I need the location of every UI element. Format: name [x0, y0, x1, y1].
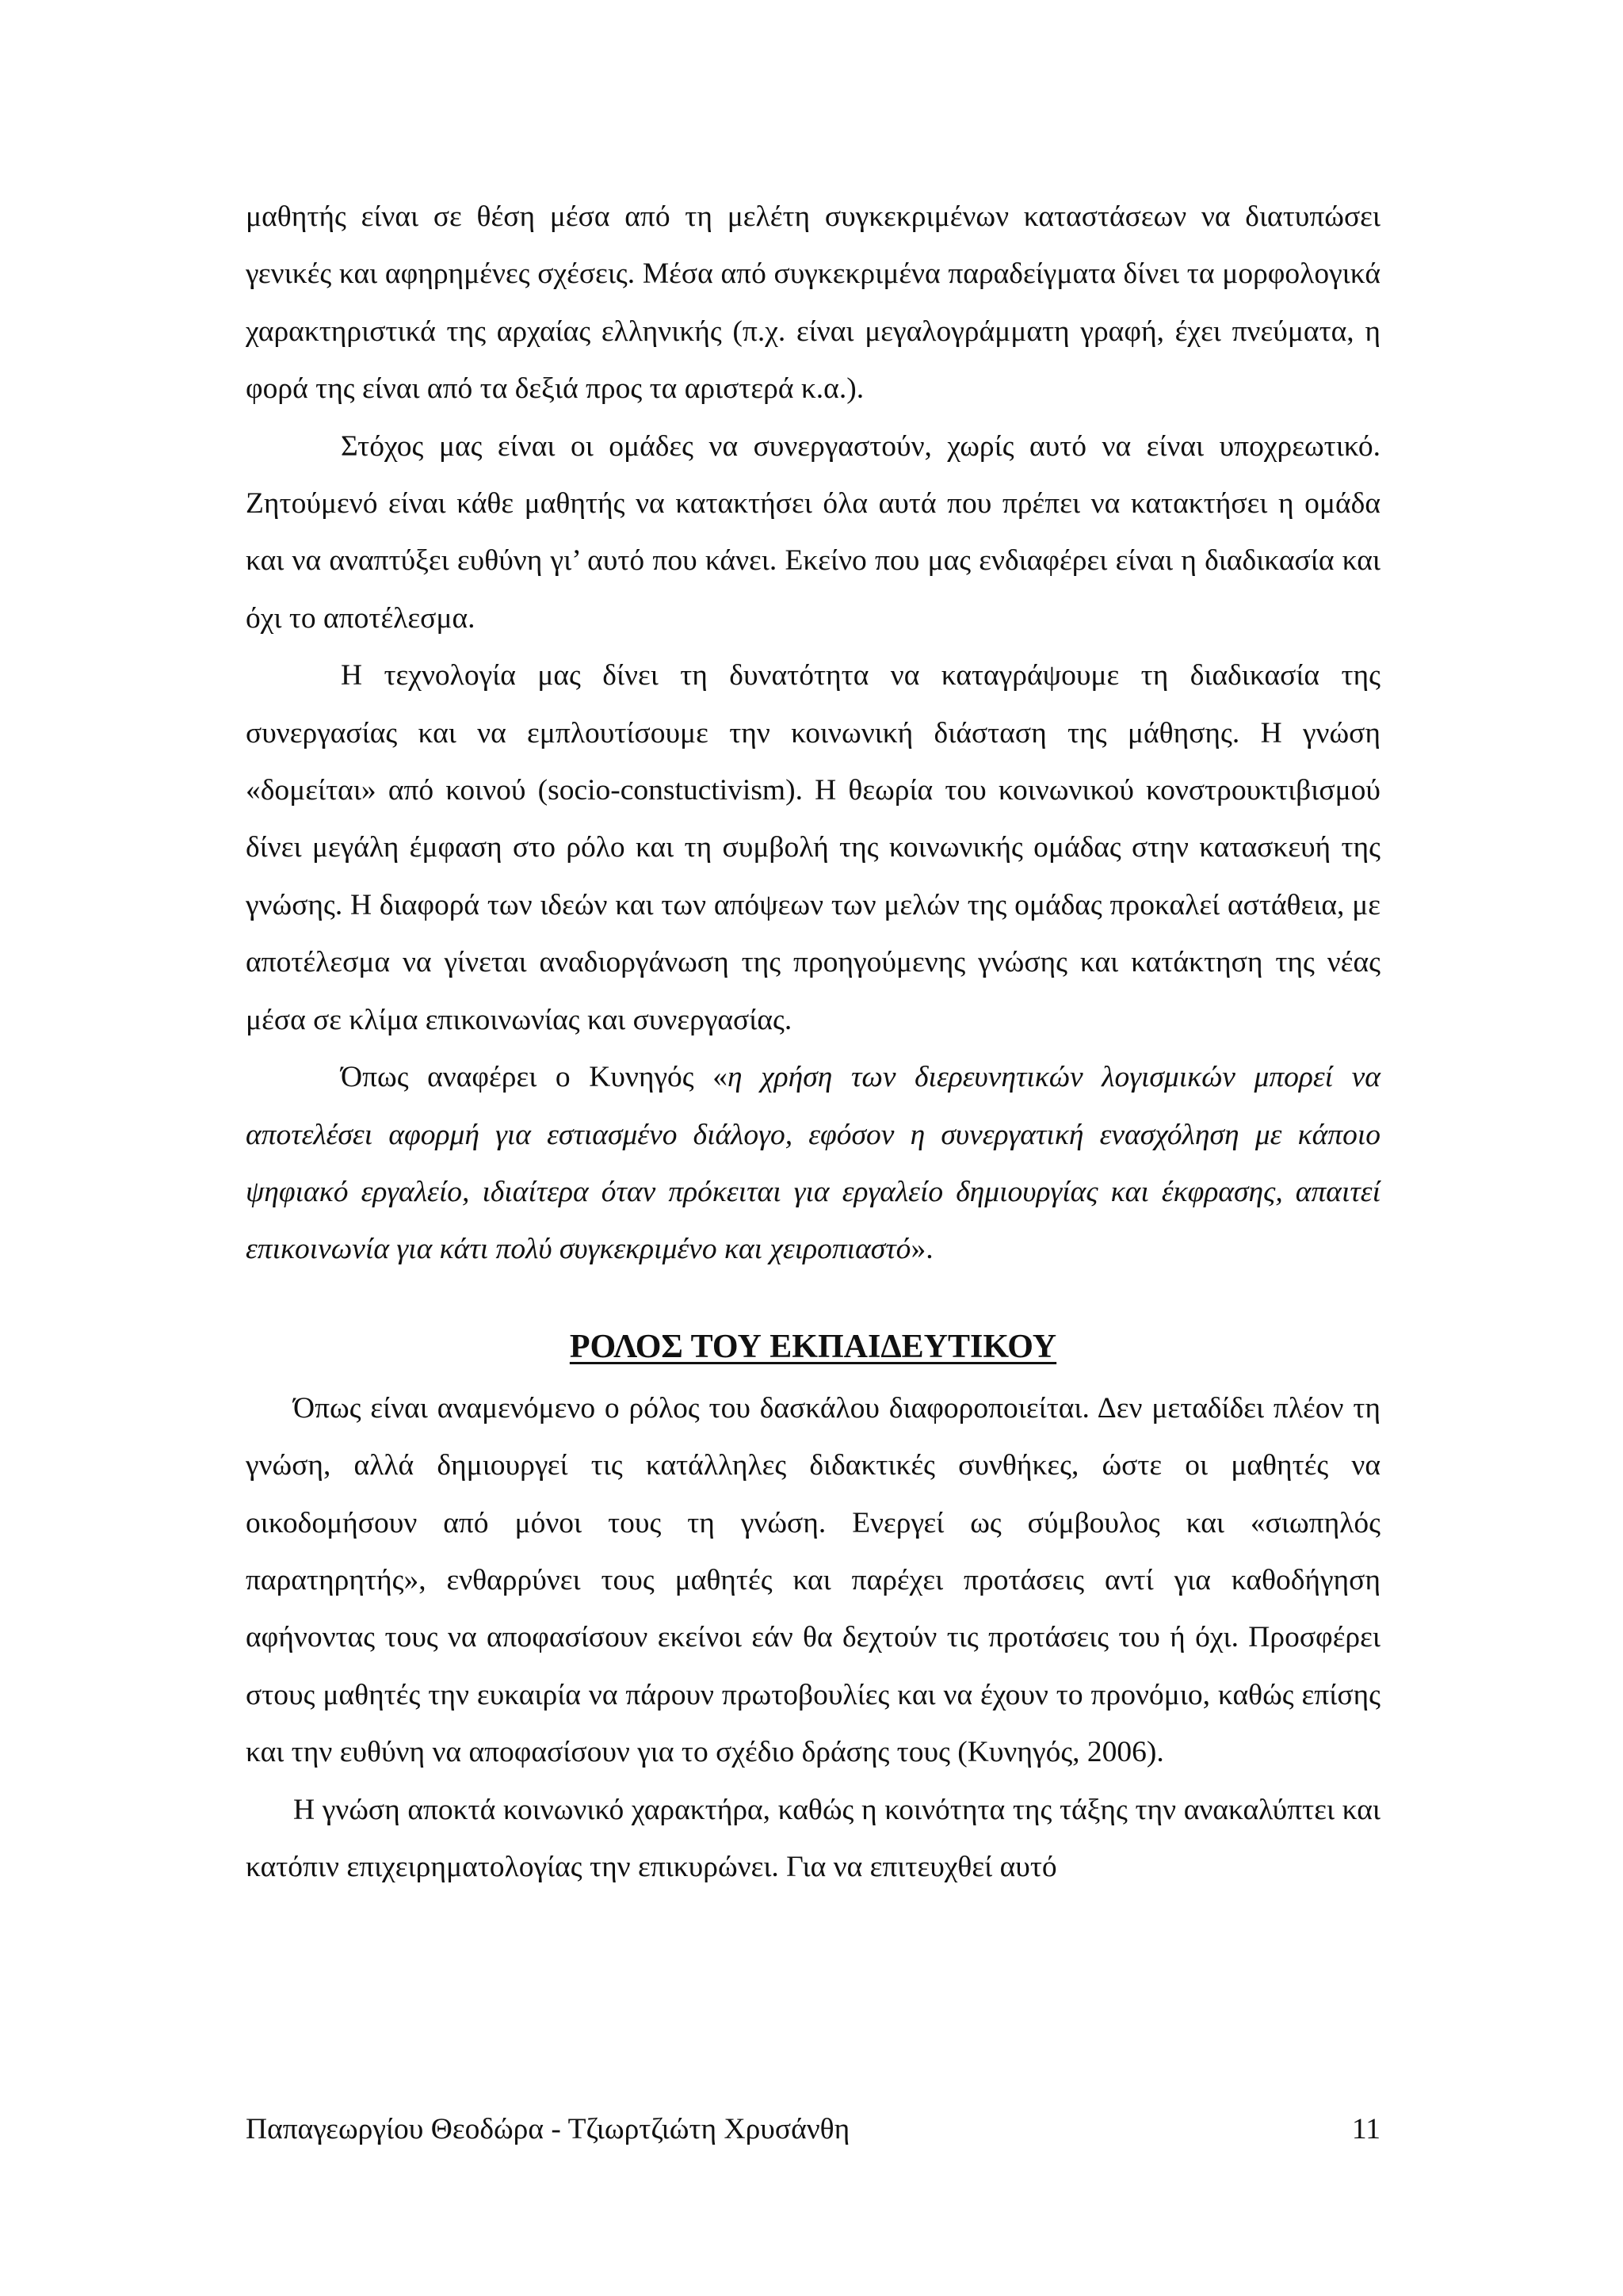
- paragraph-6: Η γνώση αποκτά κοινωνικό χαρακτήρα, καθώς η κοινότητα της τάξης την ανακαλύπτει και κατόπιν επιχειρηματολογίας την επικυρώνει. Για να επιτευχθεί αυτό: [246, 1793, 1381, 1883]
- page-footer: [246, 2111, 1381, 2149]
- paragraph-3: Η τεχνολογία μας δίνει τη δυνατότητα να καταγράψουμε τη διαδικασία της συνεργασίας και να εμπλουτίσουμε την κοινωνική διάσταση της μάθησης. Η γνώση «δομείται» από κοινού (socio-constuctivism). Η θεωρία του κοινωνικού κονστρουκτιβισμού δίνει μεγάλη έμφαση στο ρόλο και τη συμβολή της κοινωνικής ομάδας στην κατασκευή της γνώσης. Η διαφορά των ιδεών και των απόψεων των μελών της ομάδας προκαλεί αστάθεια, με αποτέλεσμα να γίνεται αναδιοργάνωση της προηγούμενης γνώσης και κατάκτηση της νέας μέσα σε κλίμα επικοινωνίας και συνεργασίας.: [246, 659, 1381, 1036]
- quote-intro: Όπως αναφέρει ο Κυνηγός «: [341, 1061, 727, 1094]
- page-body: [246, 189, 1381, 1896]
- footer-authors: Παπαγεωργίου Θεοδώρα - Τζιωρτζιώτη Χρυσάνθη: [246, 2113, 850, 2145]
- quote-end: ».: [911, 1233, 934, 1266]
- paragraph-4-quote: [246, 1049, 1381, 1279]
- page-number: 11: [1351, 2113, 1381, 2145]
- paragraph-1: μαθητής είναι σε θέση μέσα από τη μελέτη συγκεκριμένων καταστάσεων να διατυπώσει γενικές και αφηρημένες σχέσεις. Μέσα από συγκεκριμένα παραδείγματα δίνει τα μορφολογικά χαρακτηριστικά της αρχαίας ελληνικής (π.χ. είναι μεγαλογράμματη γραφή, έχει πνεύματα, η φορά της είναι από τα δεξιά προς τα αριστερά κ.α.).: [246, 200, 1381, 406]
- section-heading: ΡΟΛΟΣ ΤΟΥ ΕΚΠΑΙΔΕΥΤΙΚΟΥ: [569, 1328, 1057, 1365]
- quote-text: η χρήση των διερευνητικών λογισμικών μπορεί να αποτελέσει αφορμή για εστιασμένο διάλογο, εφόσον η συνεργατική ενασχόληση με κάποιο ψηφιακό εργαλείο, ιδιαίτερα όταν πρόκειται για εργαλείο δημιουργίας και έκφρασης, απαιτεί επικοινωνία για κάτι πολύ συγκεκριμένο και χειροπιαστό: [246, 1061, 1381, 1266]
- paragraph-5: Όπως είναι αναμενόμενο ο ρόλος του δασκάλου διαφοροποιείται. Δεν μεταδίδει πλέον τη γνώση, αλλά δημιουργεί τις κατάλληλες διδακτικές συνθήκες, ώστε οι μαθητές να οικοδομήσουν από μόνοι τους τη γνώση. Ενεργεί ως σύμβουλος και «σιωπηλός παρατηρητής», ενθαρρύνει τους μαθητές και παρέχει προτάσεις αντί για καθοδήγηση αφήνοντας τους να αποφασίσουν εκείνοι εάν θα δεχτούν τις προτάσεις του ή όχι. Προσφέρει στους μαθητές την ευκαιρία να πάρουν πρωτοβουλίες και να έχουν το προνόμιο, καθώς επίσης και την ευθύνη να αποφασίσουν για το σχέδιο δράσης τους (Κυνηγός, 2006).: [246, 1391, 1381, 1769]
- paragraph-2: Στόχος μας είναι οι ομάδες να συνεργαστούν, χωρίς αυτό να είναι υποχρεωτικό. Ζητούμενό είναι κάθε μαθητής να κατακτήσει όλα αυτά που πρέπει να κατακτήσει η ομάδα και να αναπτύξει ευθύνη γι’ αυτό που κάνει. Εκείνο που μας ενδιαφέρει είναι η διαδικασία και όχι το αποτέλεσμα.: [246, 429, 1381, 635]
